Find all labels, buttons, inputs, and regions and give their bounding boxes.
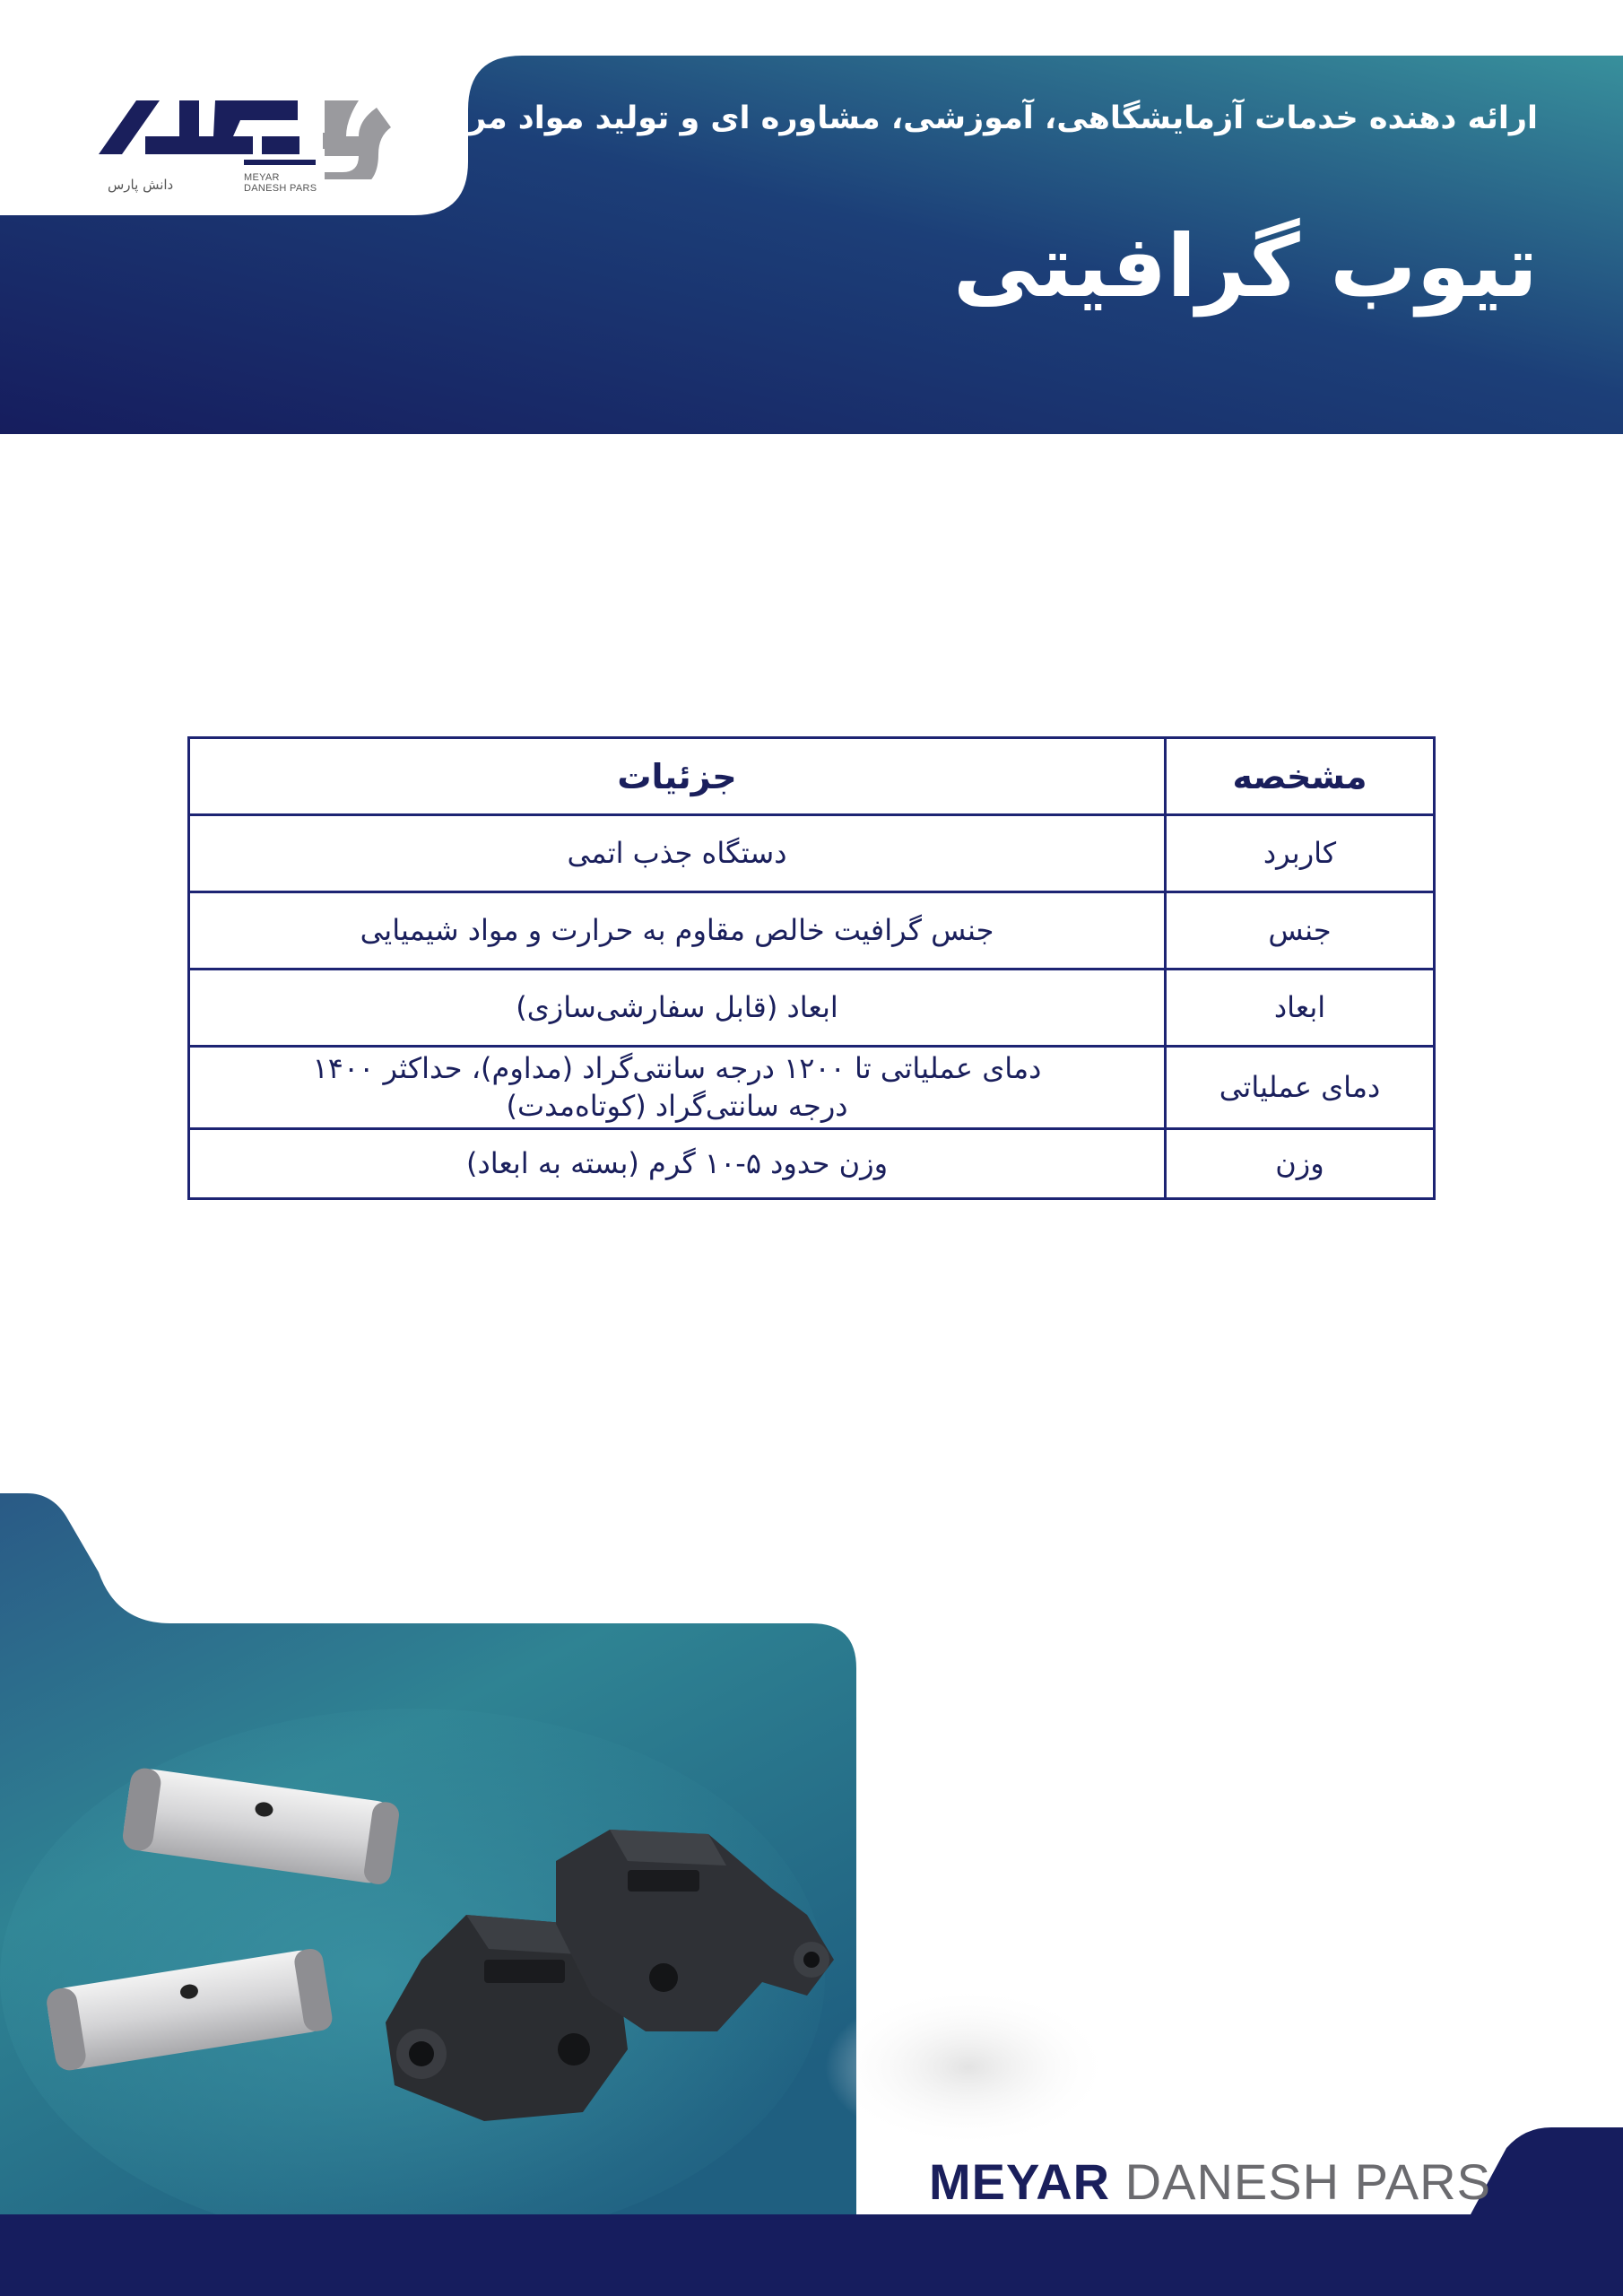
logo-english-line1: MEYAR [244,172,280,183]
table-cell-property: ابعاد [1166,970,1435,1047]
logo-english-line2: DANESH PARS [244,183,317,194]
company-logo [90,90,430,206]
table-cell-details: دستگاه جذب اتمی [189,815,1166,892]
table-cell-details: جنس گرافیت خالص مقاوم به حرارت و مواد شیمیایی [189,892,1166,970]
table-cell-details: وزن حدود ۵-۱۰ گرم (بسته به ابعاد) [189,1129,1166,1199]
table-header-property: مشخصه [1166,738,1435,815]
table-cell-property: جنس [1166,892,1435,970]
footer-brand-strong: MEYAR [929,2153,1111,2210]
table-cell-property: کاربرد [1166,815,1435,892]
footer-brand-name [929,2152,1491,2211]
table-cell-details: ابعاد (قابل سفارشی‌سازی) [189,970,1166,1047]
table-cell-details-line2: درجه سانتی‌گراد (کوتاه‌مدت) [506,1088,848,1123]
page-header [0,0,1623,434]
table-cell-property: دمای عملیاتی [1166,1047,1435,1129]
table-row [189,1129,1435,1199]
logo-persian-text: دانش پارس [108,177,174,193]
table-header-details: جزئیات [189,738,1166,815]
table-cell-details-line1: دمای عملیاتی تا ۱۲۰۰ درجه سانتی‌گراد (مداوم)، حداکثر ۱۴۰۰ [312,1050,1042,1085]
table-cell-details [189,1047,1166,1129]
page-title: تیوب گرافیتی [952,216,1538,317]
table-row [189,970,1435,1047]
footer-brand-light: DANESH PARS [1124,2153,1491,2210]
logo-english-text [244,172,317,194]
meyar-logo-icon [90,90,430,179]
table-header-row [189,738,1435,815]
table-row [189,892,1435,970]
specifications-table [187,736,1436,1200]
table-row [189,815,1435,892]
table-row [189,1047,1435,1129]
header-tagline: ارائه دهنده خدمات آزمایشگاهی، آموزشی، مشاوره ای و تولید مواد مرجع [424,100,1538,136]
table-cell-property: وزن [1166,1129,1435,1199]
